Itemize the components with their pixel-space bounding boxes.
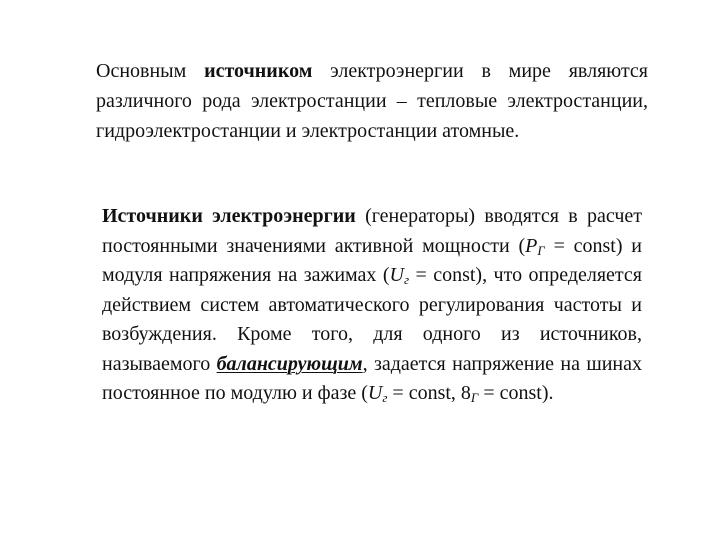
symbol-u: U [389, 264, 404, 286]
paragraph-generators [102, 202, 642, 409]
symbol-u: U [367, 382, 383, 404]
subscript-u: г [382, 390, 388, 405]
text: электроэнергии в мире являются различного рода электростанции – тепловые электростанции, гидроэлектростанции и электростанции атомные. [96, 60, 649, 142]
symbol-p: P [525, 234, 538, 257]
text: = const). [478, 382, 554, 404]
text: , задается напряжение на шинах постоянное по модулю и фазе ( [102, 352, 643, 404]
text: (генераторы) вводятся в расчет постоянными значениями активной мощности ( [102, 205, 643, 257]
text: = const) и модуля напряжения на зажимах ( [102, 234, 642, 286]
paragraph-main-sources [96, 56, 648, 146]
symbol-delta: 8 [460, 382, 471, 404]
text: = const), что определяется действием систем автоматического регулирования частоты и возбуждения. Кроме того, для одного из источников, называемого [102, 264, 642, 375]
bold-term-energy-sources: Источники электроэнергии [102, 205, 356, 227]
subscript-delta: Г [470, 390, 479, 405]
bold-italic-term-balancing: балансирующим [216, 352, 363, 375]
subscript-p: Г [537, 242, 545, 258]
subscript-u: г [403, 272, 410, 287]
text: Основным [96, 60, 205, 82]
bold-term-source: источником [204, 60, 313, 82]
text: = const, [387, 382, 461, 404]
